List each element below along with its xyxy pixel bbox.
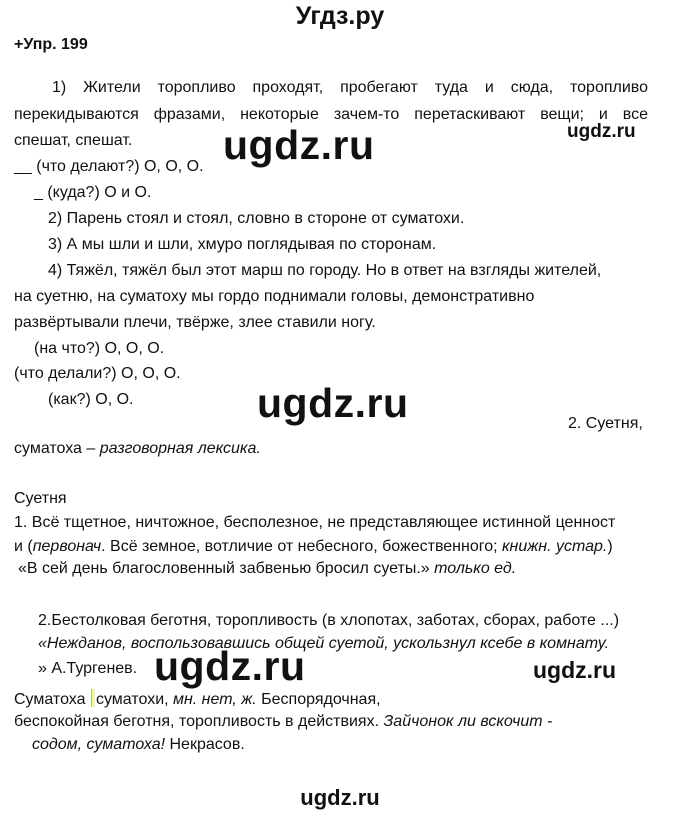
dict-sumatokha-line-1: Суматоха суматохи, мн. нет, ж. Беспорядочная, [14,691,381,708]
part-2-heading: 2. Суетня, [568,415,643,432]
site-title: Угдз.ру [295,2,385,30]
watermark-small: ugdz.ru [533,657,617,683]
watermark-big: ugdz.ru [223,122,375,168]
dict-title-suetnya: Суетня [14,490,67,507]
part-2-line: суматоха – разговорная лексика. [14,440,261,457]
scheme-3: (на что?) О, О, О. [34,340,165,357]
dict-sumatokha-line-3: содом, суматоха! Некрасов. [32,736,245,753]
dict-suetnya-def-1-line-2: и (первонач. Всё земное, вотличие от небесного, божественного; книжн. устар.) [14,538,613,555]
scheme-5: (как?) О, О. [48,391,134,408]
scheme-2: _ (куда?) О и О. [34,184,152,201]
dict-suetnya-def-2-line-3: » А.Тургенев. [38,660,138,677]
dict-suetnya-def-1-line-1: 1. Всё тщетное, ничтожное, бесполезное, не представляющее истинной ценност [14,514,616,531]
exercise-number: +Упр. 199 [14,36,88,53]
highlight-marker [91,689,95,707]
scheme-1: __ (что делают?) О, О, О. [14,158,204,175]
sentence-4-line-2: на суетню, на суматоху мы гордо поднимали головы, демонстративно [14,288,535,305]
dict-suetnya-def-1-line-3: «В сей день благословенный забвенью бросил суеты.» только ед. [18,560,517,577]
watermark-big: ugdz.ru [154,643,306,689]
watermark-big: ugdz.ru [257,380,409,426]
dict-suetnya-def-2-line-1: 2.Бестолковая беготня, торопливость (в хлопотах, заботах, сборах, работе ...) [38,612,620,629]
sentence-4-line-1: 4) Тяжёл, тяжёл был этот марш по городу. Но в ответ на взгляды жителей, [48,262,602,279]
dict-suetnya-def-2-line-2: «Нежданов, воспользовавшись общей суетой, ускользнул ксебе в комнату. [38,635,610,652]
sentence-2: 2) Парень стоял и стоял, словно в стороне от суматохи. [48,210,465,227]
sentence-1-line-1: 1) Жители торопливо проходят, пробегают туда и сюда, торопливо [52,79,648,96]
watermark-bottom: ugdz.ru [300,785,380,810]
sentence-3: 3) А мы шли и шли, хмуро поглядывая по сторонам. [48,236,437,253]
watermark-small: ugdz.ru [567,121,636,142]
dict-sumatokha-line-2: беспокойная беготня, торопливость в действиях. Зайчонок ли вскочит - [14,713,553,730]
scheme-4: (что делали?) О, О, О. [14,365,181,382]
sentence-1-line-2: перекидываются фразами, некоторые зачем-то перетаскивают вещи; и все [14,106,648,123]
sentence-1-line-3: спешат, спешат. [14,132,133,149]
sentence-4-line-3: развёртывали плечи, твёрже, злее ставили ногу. [14,314,376,331]
